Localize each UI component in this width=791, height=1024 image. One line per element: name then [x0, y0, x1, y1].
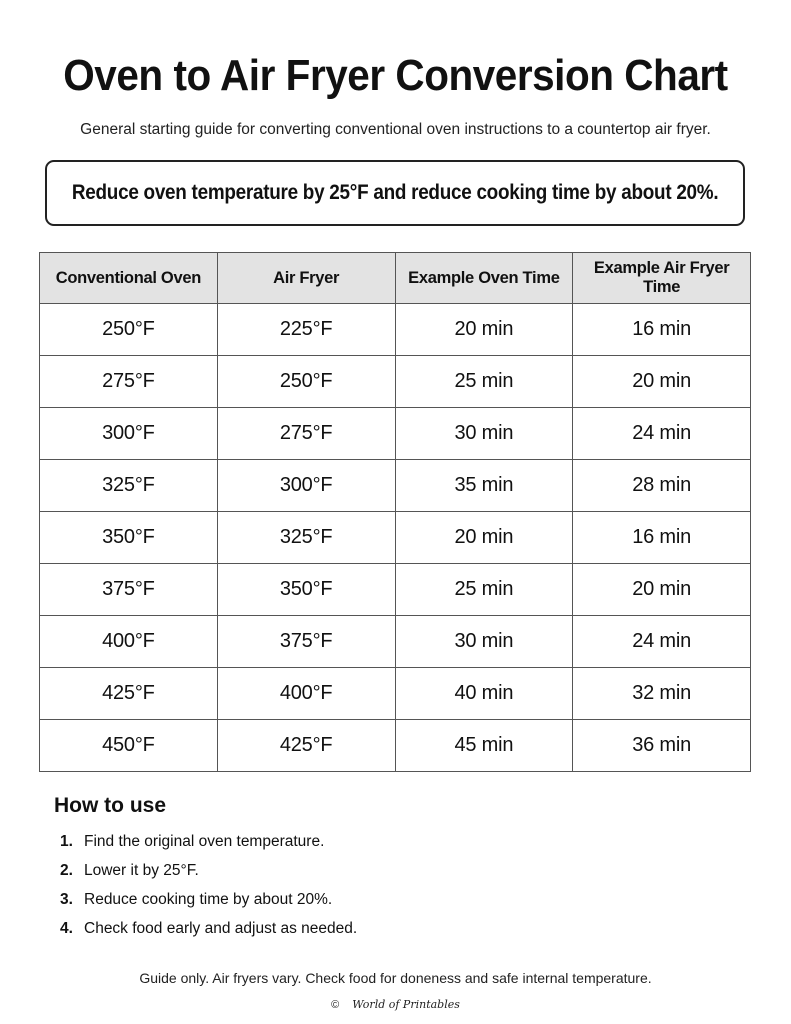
cell-air-fryer-time: 24 min	[573, 616, 751, 668]
cell-air-fryer-time: 28 min	[573, 460, 751, 512]
cell-air-fryer-temp: 350°F	[217, 564, 395, 616]
cell-oven-temp: 250°F	[40, 304, 218, 356]
page-subtitle: General starting guide for converting conventional oven instructions to a countertop air fryer.	[80, 121, 711, 138]
table-row	[40, 512, 751, 564]
step-number: 2.	[60, 862, 73, 879]
cell-air-fryer-temp: 325°F	[217, 512, 395, 564]
list-item	[60, 919, 357, 948]
step-text: Lower it by 25°F.	[84, 862, 199, 879]
table-row	[40, 668, 751, 720]
cell-air-fryer-time: 36 min	[573, 720, 751, 772]
cell-air-fryer-time: 24 min	[573, 408, 751, 460]
cell-oven-temp: 400°F	[40, 616, 218, 668]
cell-air-fryer-temp: 425°F	[217, 720, 395, 772]
table-row	[40, 460, 751, 512]
cell-oven-time: 30 min	[395, 616, 573, 668]
list-item	[60, 832, 357, 861]
cell-air-fryer-time: 20 min	[573, 564, 751, 616]
cell-air-fryer-time: 16 min	[573, 512, 751, 564]
conversion-table	[39, 252, 751, 772]
cell-air-fryer-time: 20 min	[573, 356, 751, 408]
column-header-air-fryer: Air Fryer	[217, 253, 395, 304]
step-text: Reduce cooking time by about 20%.	[84, 891, 333, 908]
copyright-symbol: ©	[331, 999, 340, 1011]
cell-oven-temp: 375°F	[40, 564, 218, 616]
cell-oven-time: 20 min	[395, 304, 573, 356]
callout-box	[45, 160, 745, 226]
table-row	[40, 356, 751, 408]
how-to-steps	[60, 832, 357, 948]
step-text: Check food early and adjust as needed.	[84, 920, 358, 937]
cell-air-fryer-temp: 400°F	[217, 668, 395, 720]
cell-air-fryer-temp: 250°F	[217, 356, 395, 408]
table-row	[40, 616, 751, 668]
cell-oven-temp: 325°F	[40, 460, 218, 512]
cell-oven-time: 25 min	[395, 564, 573, 616]
footnote: Guide only. Air fryers vary. Check food for doneness and safe internal temperature.	[139, 970, 652, 986]
cell-air-fryer-temp: 275°F	[217, 408, 395, 460]
step-number: 1.	[60, 833, 73, 850]
step-text: Find the original oven temperature.	[84, 833, 325, 850]
cell-oven-time: 45 min	[395, 720, 573, 772]
step-number: 3.	[60, 891, 73, 908]
cell-oven-time: 30 min	[395, 408, 573, 460]
list-item	[60, 861, 357, 890]
cell-oven-time: 40 min	[395, 668, 573, 720]
cell-oven-temp: 425°F	[40, 668, 218, 720]
table-header-row	[40, 253, 751, 304]
column-header-oven: Conventional Oven	[40, 253, 218, 304]
table-row	[40, 408, 751, 460]
step-number: 4.	[60, 920, 73, 937]
list-item	[60, 890, 357, 919]
brand-footer	[0, 998, 791, 1011]
column-header-air-fryer-time: Example Air Fryer Time	[573, 253, 751, 304]
table-row	[40, 564, 751, 616]
how-to-heading: How to use	[54, 794, 167, 817]
callout-text: Reduce oven temperature by 25°F and reduce cooking time by about 20%.	[71, 181, 719, 204]
cell-oven-time: 20 min	[395, 512, 573, 564]
table-row	[40, 720, 751, 772]
cell-oven-temp: 450°F	[40, 720, 218, 772]
cell-air-fryer-temp: 300°F	[217, 460, 395, 512]
cell-oven-temp: 275°F	[40, 356, 218, 408]
cell-air-fryer-time: 32 min	[573, 668, 751, 720]
cell-air-fryer-time: 16 min	[573, 304, 751, 356]
cell-oven-time: 35 min	[395, 460, 573, 512]
cell-oven-temp: 300°F	[40, 408, 218, 460]
column-header-oven-time: Example Oven Time	[395, 253, 573, 304]
cell-oven-temp: 350°F	[40, 512, 218, 564]
cell-air-fryer-temp: 225°F	[217, 304, 395, 356]
page-title: Oven to Air Fryer Conversion Chart	[63, 51, 728, 100]
brand-logo: World of Printables	[352, 998, 460, 1011]
cell-oven-time: 25 min	[395, 356, 573, 408]
cell-air-fryer-temp: 375°F	[217, 616, 395, 668]
table-row	[40, 304, 751, 356]
